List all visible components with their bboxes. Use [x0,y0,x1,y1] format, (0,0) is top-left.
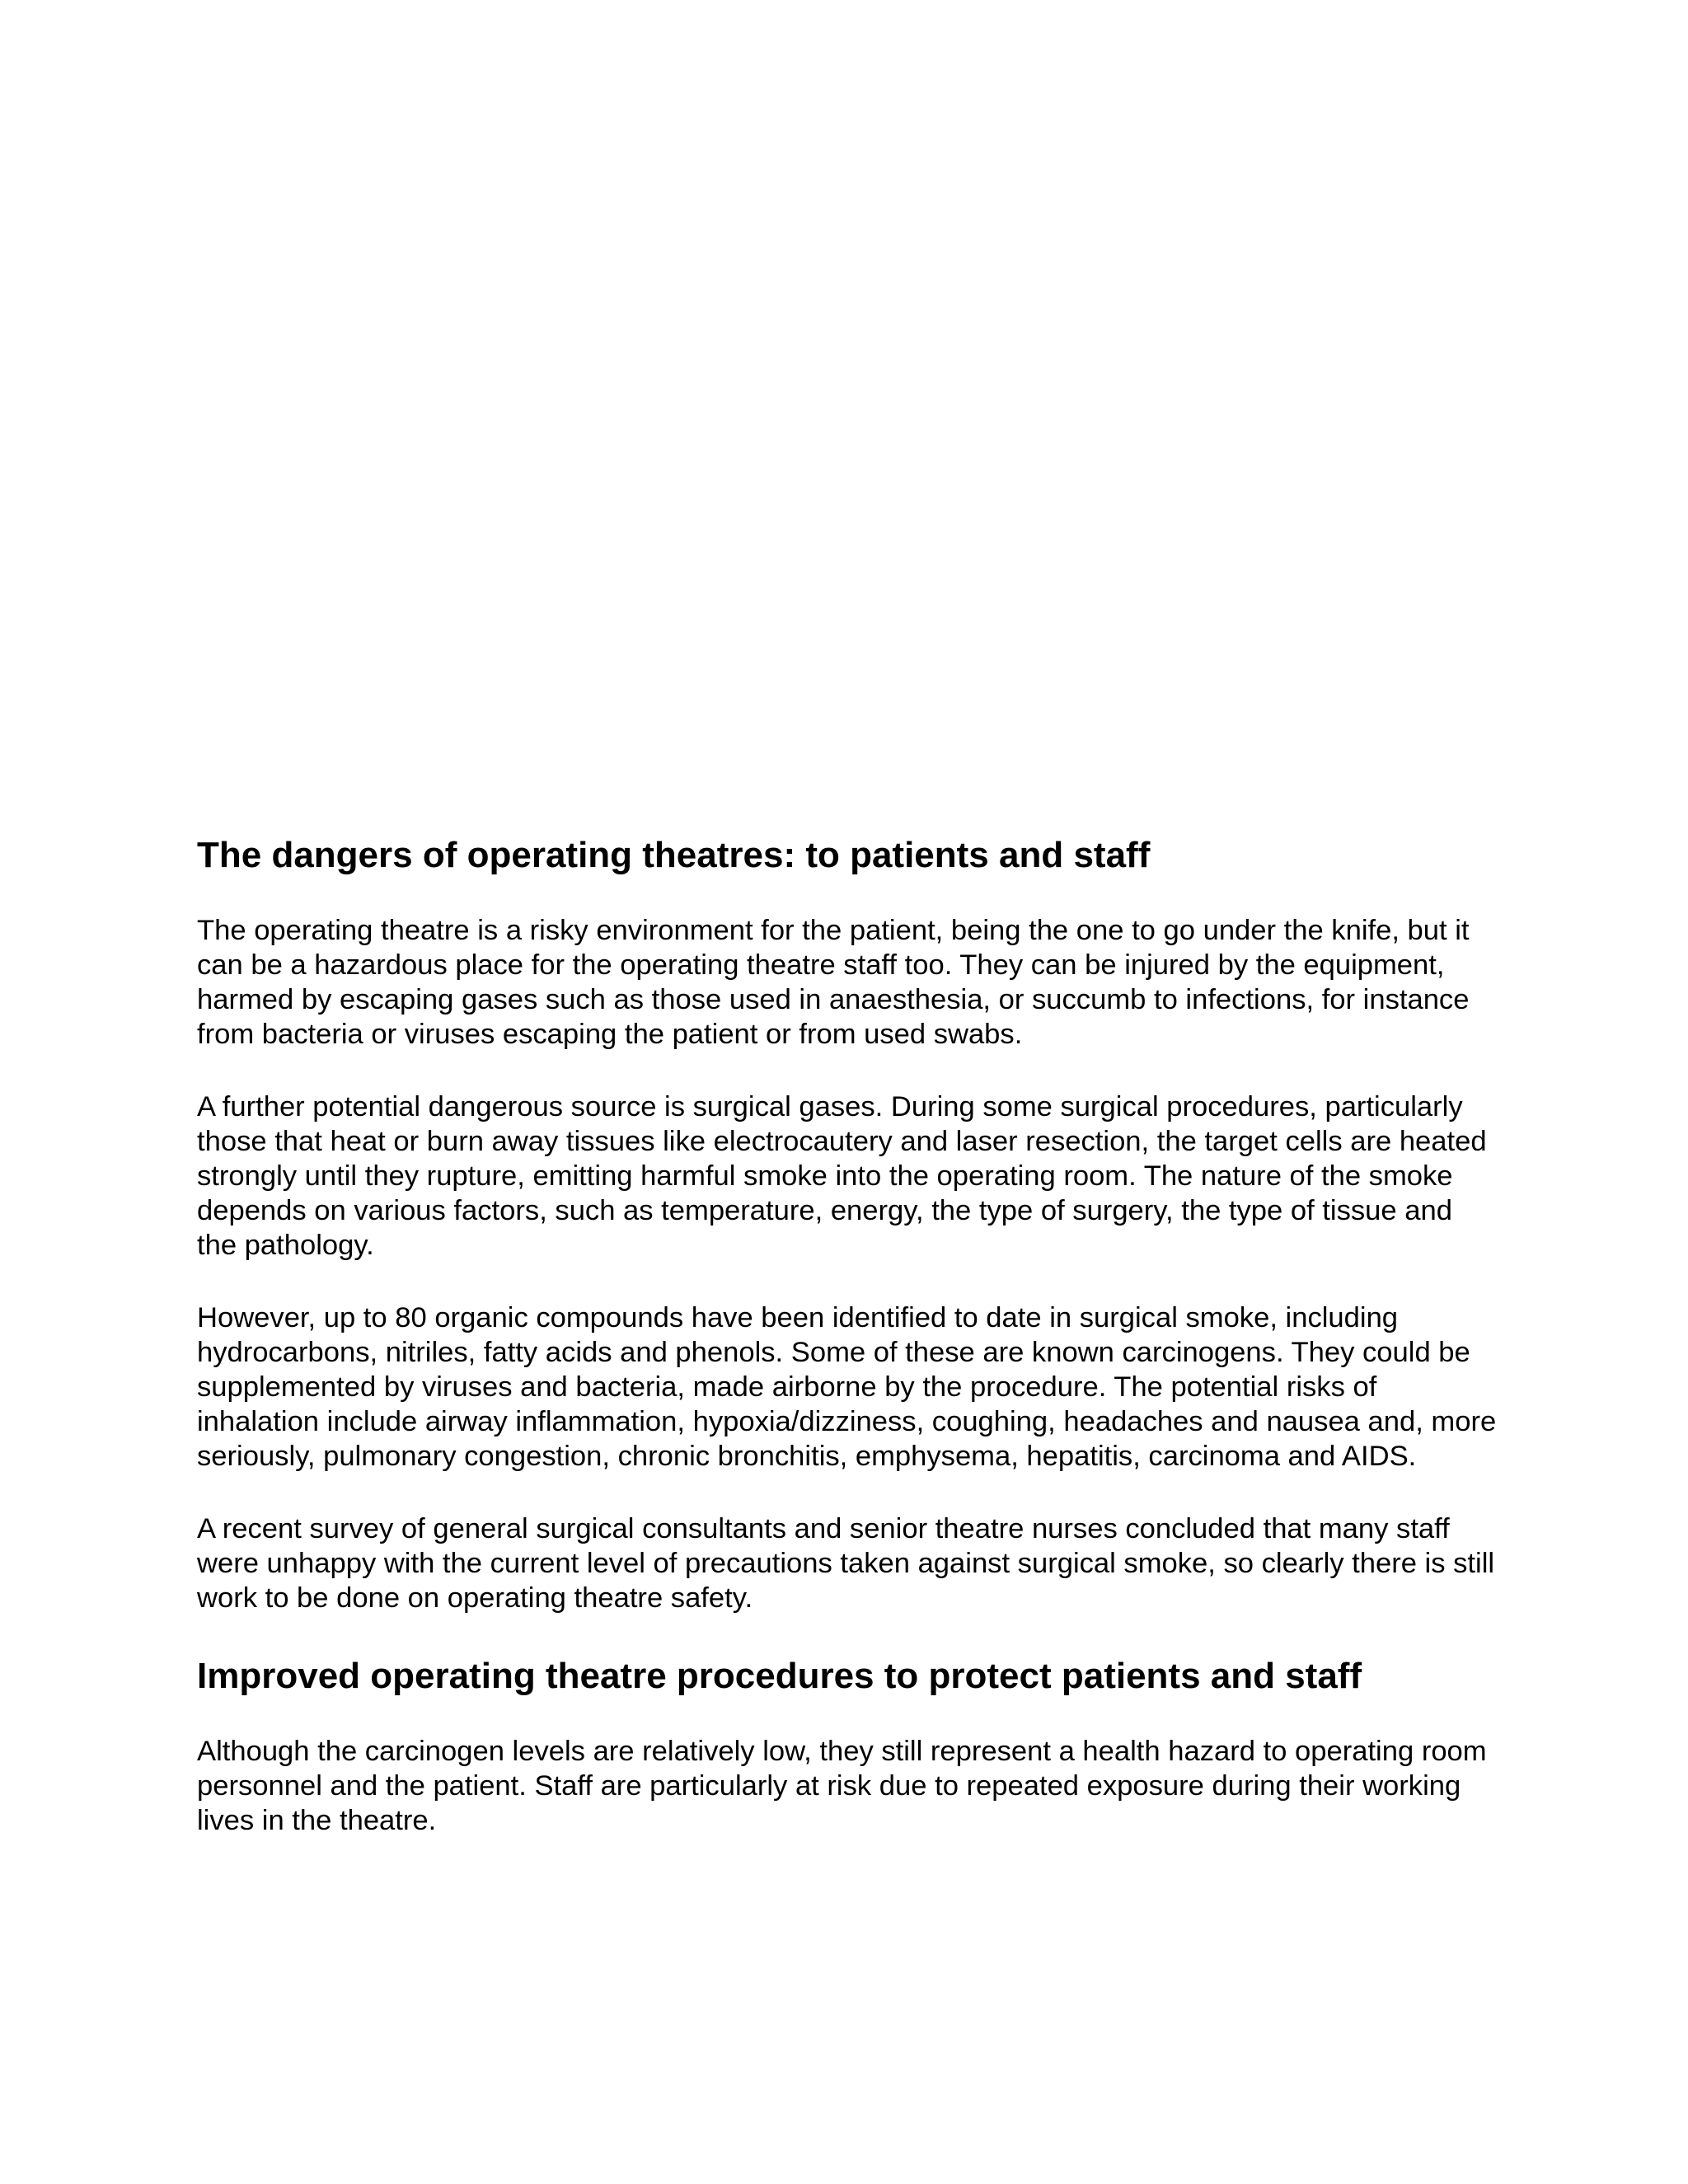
paragraph: However, up to 80 organic compounds have been identified to date in surgical smoke, including hydrocarbons, nitriles, fatty acids and phenols. Some of these are known carcinogens. They could be supplemented by viruses and bacteria, made airborne by the procedure. The potential risks of inhalation include airway inflammation, hypoxia/dizziness, coughing, headaches and nausea and, more seriously, pulmonary congestion, chronic bronchitis, emphysema, hepatitis, carcinoma and AIDS. [197,1302,1497,1472]
paragraph: Although the carcinogen levels are relatively low, they still represent a health hazard to operating room personnel and the patient. Staff are particularly at risk due to repeated exposure during their working lives in the theatre. [197,1736,1487,1836]
paragraph: A further potential dangerous source is surgical gases. During some surgical procedures, particularly those that heat or burn away tissues like electrocautery and laser resection, the target cells are heated strongly until they rupture, emitting harmful smoke into the operating room. The nature of the smoke depends on various factors, such as temperature, energy, the type of surgery, the type of tissue and the pathology. [197,1091,1487,1261]
section-heading-dangers: The dangers of operating theatres: to patients and staff [197,835,1151,875]
spacer [197,1699,1499,1734]
section-heading-improved-procedures: Improved operating theatre procedures to protect patients and staff [197,1656,1362,1696]
spacer [197,1474,1499,1511]
spacer [197,879,1499,913]
paragraph: The operating theatre is a risky environment for the patient, being the one to go under the knife, but it can be a hazardous place for the operating theatre staff too. They can be injured by the equipment, harmed by escaping gases such as those used in anaesthesia, or succumb to infections, for instance from bacteria or viruses escaping the patient or from used swabs. [197,915,1470,1050]
spacer [197,1052,1499,1090]
spacer [197,1615,1499,1653]
document-body [197,832,1499,1838]
spacer [197,1263,1499,1301]
paragraph: A recent survey of general surgical consultants and senior theatre nurses concluded that many staff were unhappy with the current level of precautions taken against surgical smoke, so clearly there is still work to be done on operating theatre safety. [197,1513,1495,1614]
